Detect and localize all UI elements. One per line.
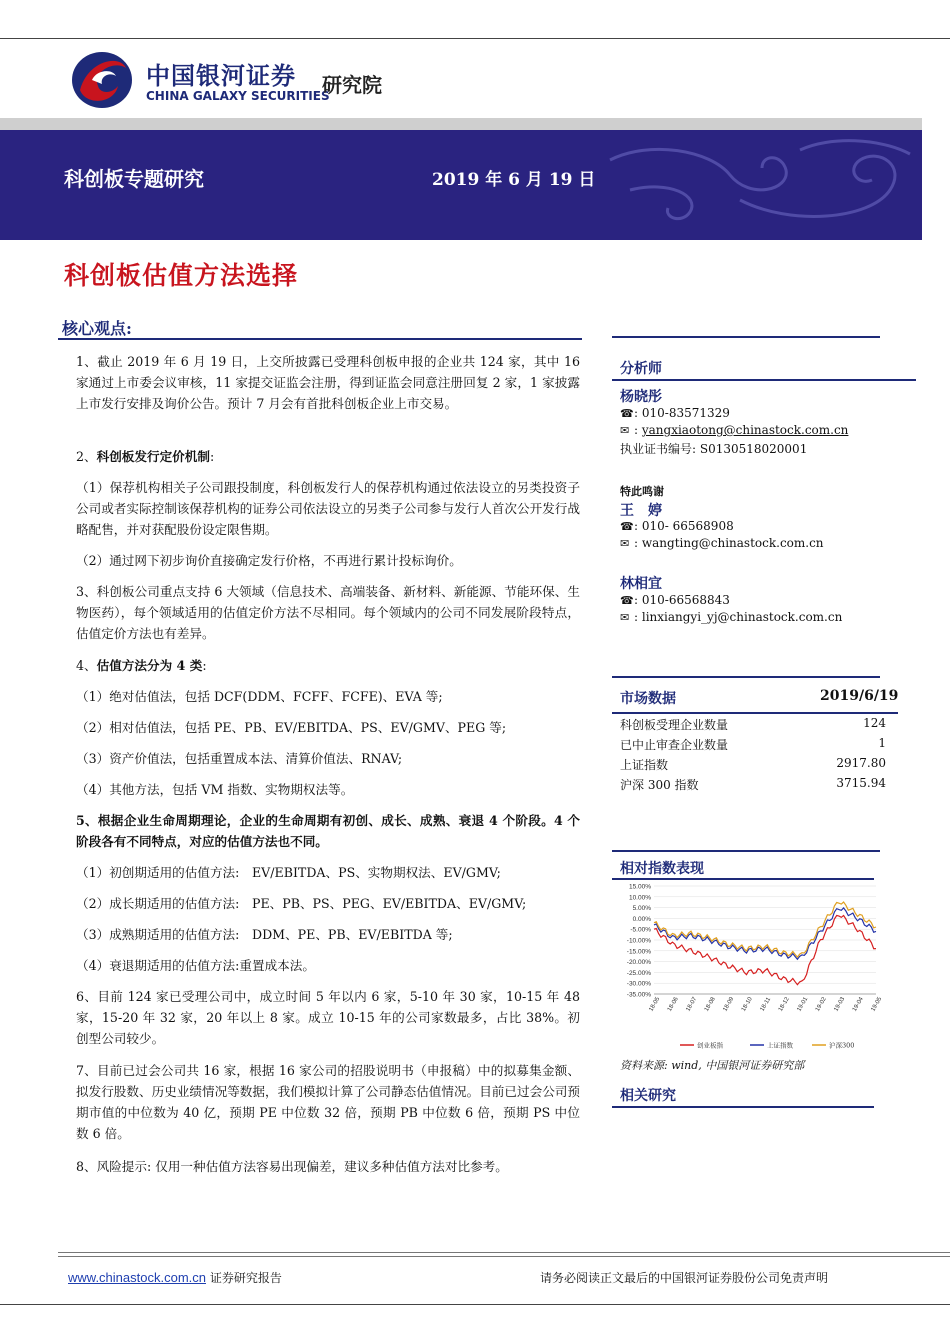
market-row	[620, 716, 886, 733]
phone-icon: ☎	[620, 594, 634, 607]
report-title: 科创板估值方法选择	[64, 261, 299, 290]
footer-left-suffix: 证券研究报告	[209, 1271, 282, 1285]
market-top-rule	[612, 676, 880, 678]
p6-bold: 估值方法分为 4 类	[96, 658, 203, 673]
related-rule	[612, 1106, 874, 1108]
logo-english-name: CHINA GALAXY SECURITIES	[146, 89, 330, 103]
y-tick-label: -30.00%	[626, 980, 651, 988]
cloud-pattern-icon	[590, 130, 922, 240]
market-row-label: 科创板受理企业数量	[620, 718, 729, 732]
series-line	[654, 916, 876, 985]
phone-icon: ☎	[620, 520, 634, 533]
analyst-1-name: 杨晓彤	[620, 389, 662, 405]
y-tick-label: -25.00%	[626, 969, 651, 977]
market-row-label: 上证指数	[620, 758, 669, 772]
y-tick-label: 15.00%	[628, 883, 651, 891]
y-tick-label: 5.00%	[632, 905, 651, 913]
paragraph-5: 3、科创板公司重点支持 6 大领域（信息技术、高端装备、新材料、新能源、节能环保、生物医药），每个领域适用的估值定价方法不尽相同。每个领域内的公司不同发展阶段特点，估值定价方法也有差异。	[76, 584, 580, 641]
market-row-value: 3715.94	[836, 776, 886, 790]
chart-rule	[612, 878, 874, 880]
analyst-2-name: 王 婷	[620, 503, 662, 519]
market-heading: 市场数据	[620, 691, 676, 707]
market-row-value: 124	[863, 716, 886, 730]
p6-tail: :	[202, 658, 207, 673]
footer-rule-1	[58, 1252, 950, 1253]
institute-label: 研究院	[322, 73, 382, 97]
footer-disclaimer: 请务必阅读正文最后的中国银河证券股份公司免责声明	[540, 1271, 829, 1285]
mail-icon: ✉	[620, 611, 630, 624]
market-row-label: 已中止审查企业数量	[620, 738, 729, 752]
analyst-top-rule	[612, 336, 880, 338]
paragraph-3: （1）保荐机构相关子公司跟投制度，科创板发行人的保荐机构通过依法设立的另类投资子公司或者实际控制该保荐机构的证券公司依法设立的另类子公司参与发行人首次公开发行战略配售，并对获配股份设定限售期。	[76, 480, 580, 537]
x-tick-label: 19-05	[870, 996, 884, 1013]
x-tick-label: 18-05	[648, 996, 662, 1013]
legend-label: 上证指数	[767, 1041, 793, 1050]
market-row-label: 沪深 300 指数	[620, 778, 699, 792]
y-tick-label: -20.00%	[626, 959, 651, 967]
paragraph-9: （3）资产价值法，包括重置成本法、清算价值法、RNAV;	[76, 751, 403, 766]
footer-url-link[interactable]: www.chinastock.com.cn	[68, 1270, 206, 1285]
market-row	[620, 776, 886, 793]
mail-icon: ✉	[620, 424, 630, 437]
paragraph-11: 5、根据企业生命周期理论，企业的生命周期有初创、成长、成熟、衰退 4 个阶段。4 个阶段各有不同特点，对应的估值方法也不同。	[76, 813, 580, 849]
analyst-2-email-value[interactable]: wangting@chinastock.com.cn	[641, 536, 824, 550]
logo-chinese-name: 中国银河证券	[146, 62, 296, 90]
analyst-2-phone: ☎: 010- 66568908	[620, 519, 734, 533]
market-row-value: 1	[878, 736, 886, 750]
market-row-value: 2917.80	[836, 756, 886, 770]
chart-heading: 相对指数表现	[620, 861, 704, 877]
paragraph-2	[76, 446, 580, 467]
analyst-3-name: 林相宜	[620, 576, 662, 592]
phone-icon: ☎	[620, 407, 634, 420]
analyst-3-email-value[interactable]: linxiangyi_yj@chinastock.com.cn	[641, 610, 843, 624]
y-tick-label: -15.00%	[626, 948, 651, 956]
x-tick-label: 19-01	[796, 996, 810, 1013]
analyst-1-email-link[interactable]: yangxiaotong@chinastock.com.cn	[641, 423, 849, 437]
relative-index-chart	[620, 882, 882, 1054]
market-date: 2019/6/19	[820, 688, 899, 704]
galaxy-logo-icon	[70, 50, 134, 110]
paragraph-16: 6、目前 124 家已受理公司中，成立时间 5 年以内 6 家，5-10 年 30 家，10-15 年 48 家，15-20 年 32 家，20 年以上 8 家。成立 10-15 年的公司家数最多，占比 38%。初创型公司较少。	[76, 989, 580, 1046]
y-tick-label: -35.00%	[626, 991, 651, 999]
paragraph-18: 8、风险提示: 仅用一种估值方法容易出现偏差，建议多种估值方法对比参考。	[76, 1159, 508, 1174]
analyst-1-cert: 执业证书编号: S0130518020001	[620, 442, 808, 456]
paragraph-8: （2）相对估值法，包括 PE、PB、EV/EBITDA、PS、EV/GMV、PEG 等;	[76, 720, 507, 735]
x-tick-label: 18-12	[777, 996, 791, 1013]
market-row	[620, 736, 886, 753]
banner-top-strip	[0, 118, 922, 130]
footer-rule-2	[58, 1256, 950, 1257]
analyst-2-email: ✉ : wangting@chinastock.com.cn	[620, 536, 824, 550]
y-tick-label: 0.00%	[632, 915, 651, 923]
paragraph-6	[76, 655, 580, 676]
paragraph-7: （1）绝对估值法，包括 DCF(DDM、FCFF、FCFE)、EVA 等;	[76, 689, 443, 704]
paragraph-17: 7、目前已过会公司共 16 家，根据 16 家公司的招股说明书（申报稿）中的拟募集金额、拟发行股数、历史业绩情况等数据，我们模拟计算了公司静态估值情况。目前已过会公司预期市值的中位数为 40 亿，预期 PE 中位数 32 倍，预期 PB 中位数 6 倍，预期 PS 中位数 6 倍。	[76, 1063, 580, 1141]
x-tick-label: 18-07	[685, 996, 699, 1013]
core-rule	[58, 338, 582, 340]
analyst-3-phone: ☎: 010-66568843	[620, 593, 730, 607]
analyst-1-phone: ☎: 010-83571329	[620, 406, 730, 420]
paragraph-15: （4）衰退期适用的估值方法:重置成本法。	[76, 958, 315, 973]
banner-date: 2019 年 6 月 19 日	[432, 170, 596, 190]
p2-num: 2、	[76, 449, 97, 464]
paragraph-4: （2）通过网下初步询价直接确定发行价格，不再进行累计投标询价。	[76, 553, 462, 568]
p6-num: 4、	[76, 658, 97, 673]
analyst-heading: 分析师	[620, 361, 662, 377]
legend-label: 沪深300	[829, 1041, 855, 1050]
thanks-label: 特此鸣谢	[620, 485, 664, 498]
market-row	[620, 756, 886, 773]
analyst-1-phone-value: 010-83571329	[641, 406, 730, 420]
chart-source: 资料来源: wind, 中国银河证券研究部	[620, 1059, 805, 1072]
analyst-1-email: ✉ : yangxiaotong@chinastock.com.cn	[620, 423, 849, 437]
x-tick-label: 18-06	[666, 996, 680, 1013]
p2-bold: 科创板发行定价机制	[96, 449, 210, 464]
x-tick-label: 18-08	[703, 996, 717, 1013]
banner-series-title: 科创板专题研究	[64, 167, 204, 191]
chart-top-rule	[612, 850, 880, 852]
analyst-3-email: ✉ : linxiangyi_yj@chinastock.com.cn	[620, 610, 843, 624]
mail-icon: ✉	[620, 537, 630, 550]
paragraph-10: （4）其他方法，包括 VM 指数、实物期权法等。	[76, 782, 354, 797]
analyst-rule	[612, 379, 916, 381]
footer-left	[68, 1269, 282, 1286]
x-tick-label: 19-04	[851, 996, 865, 1013]
paragraph-1: 1、截止 2019 年 6 月 19 日，上交所披露已受理科创板申报的企业共 124 家，其中 16 家通过上市委会议审核，11 家提交证监会注册，得到证监会同意注册回复 2 家，1 家披露上市发行安排及询价公告。预计 7 月会有首批科创板企业上市交易。	[76, 354, 580, 411]
x-tick-label: 18-10	[740, 996, 754, 1013]
core-heading: 核心观点:	[62, 319, 132, 338]
x-tick-label: 18-09	[722, 996, 736, 1013]
x-tick-label: 18-11	[759, 996, 773, 1013]
market-rule	[612, 712, 898, 714]
y-tick-label: -10.00%	[626, 937, 651, 945]
legend-label: 创业板指	[697, 1041, 723, 1050]
y-tick-label: -5.00%	[630, 926, 651, 934]
banner	[0, 130, 922, 240]
related-heading: 相关研究	[620, 1088, 676, 1104]
paragraph-13: （2）成长期适用的估值方法: PE、PB、PS、PEG、EV/EBITDA、EV/GMV;	[76, 896, 527, 911]
x-tick-label: 19-02	[814, 996, 828, 1013]
analyst-3-phone-value: 010-66568843	[641, 593, 730, 607]
y-tick-label: 10.00%	[628, 894, 651, 902]
analyst-2-phone-value: 010- 66568908	[641, 519, 734, 533]
p2-tail: :	[209, 449, 215, 464]
x-tick-label: 19-03	[833, 996, 847, 1013]
bottom-rule	[0, 1304, 950, 1305]
paragraph-12: （1）初创期适用的估值方法: EV/EBITDA、PS、实物期权法、EV/GMV;	[76, 865, 501, 880]
top-rule	[0, 38, 950, 39]
paragraph-14: （3）成熟期适用的估值方法: DDM、PE、PB、EV/EBITDA 等;	[76, 927, 453, 942]
